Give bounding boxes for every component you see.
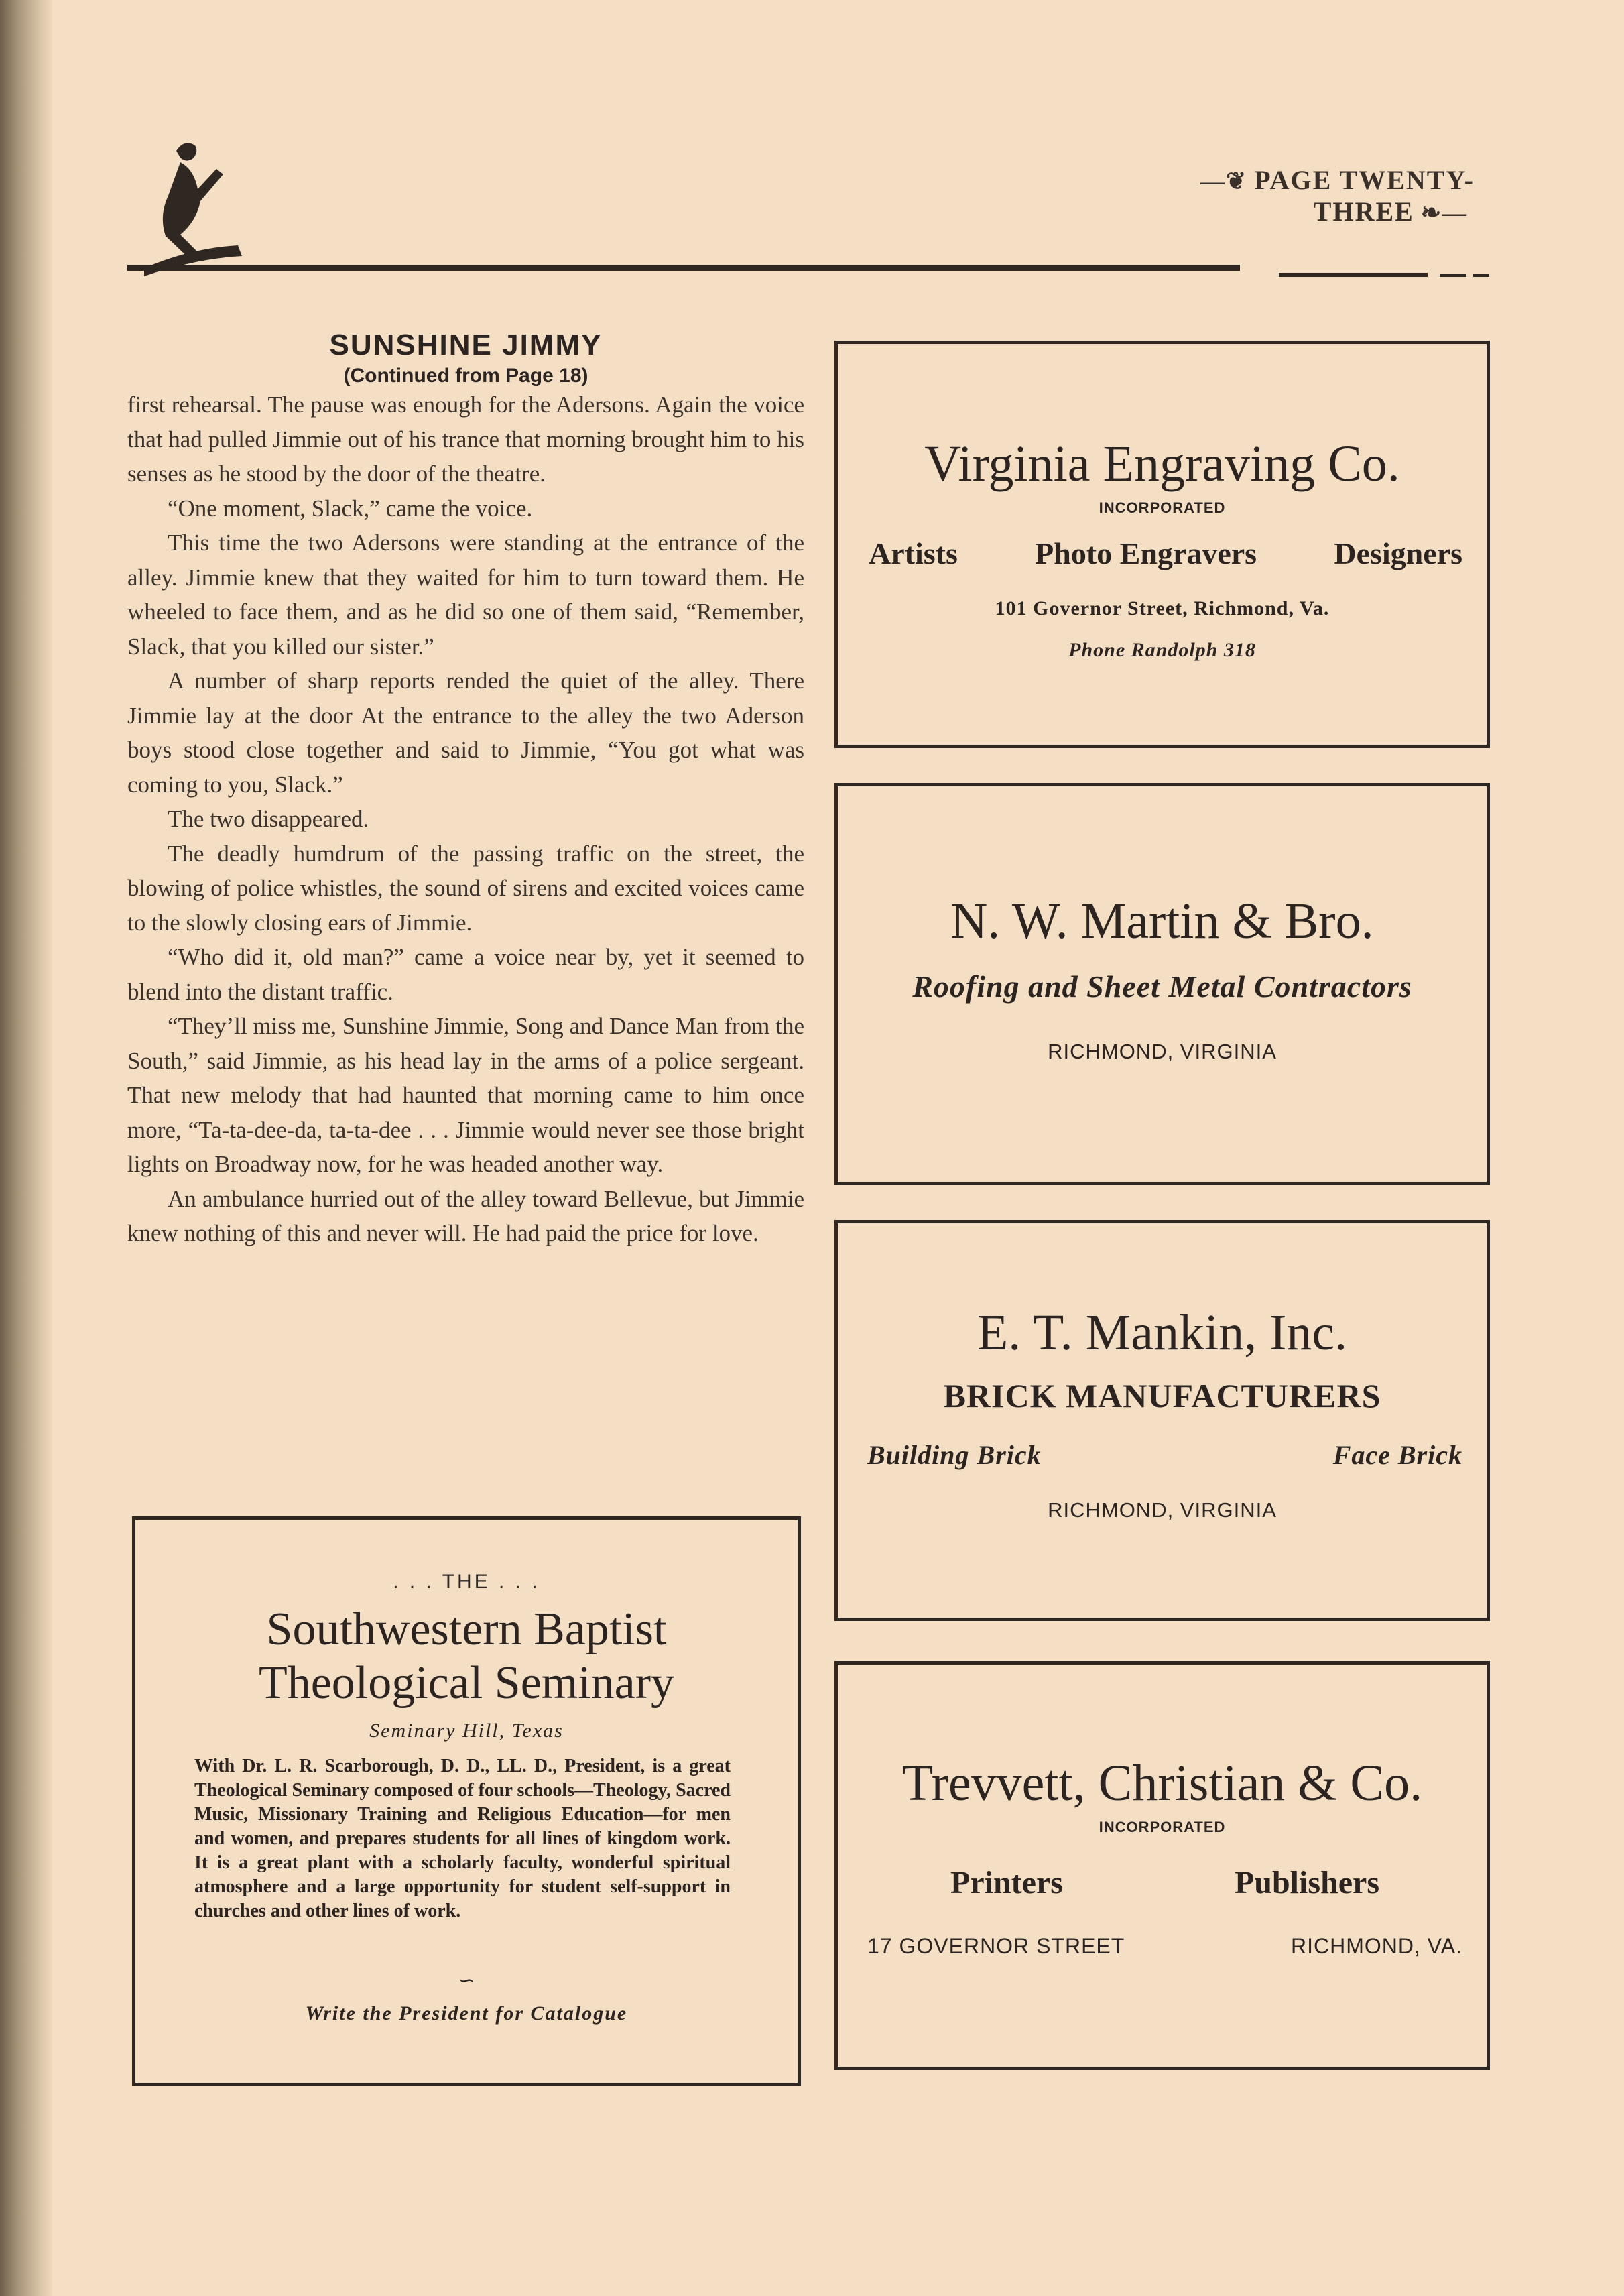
trevvett-christian-ad [834, 1661, 1490, 2070]
virginia-services [869, 536, 1462, 571]
squiggle-ornament-icon: ∽ [458, 1970, 475, 1992]
mankin-business: BRICK MANUFACTURERS [943, 1377, 1381, 1414]
martin-name: N. W. Martin & Bro. [950, 893, 1374, 949]
book-spine-shadow [0, 0, 52, 2296]
story-paragraph: “One moment, Slack,” came the voice. [168, 495, 533, 522]
story-paragraph: “They’ll miss me, Sunshine Jimmie, Song and Dance Man from the South,” said Jimmie, as his head lay in the arms of a police sergeant. That new melody that had haunted that morning came to him once more, “Ta-ta-dee-da, ta-ta-dee . . . Jimmie would never see those bright lights on Broadway now, for he was headed another way. [127, 1013, 804, 1177]
seminary-pre-title: . . . THE . . . [393, 1571, 540, 1593]
mankin-building-brick: Building Brick [867, 1440, 1042, 1470]
header-ornament-right: ❧— [1420, 199, 1468, 226]
page-label: PAGE TWENTY-THREE [1254, 165, 1475, 227]
story-body [127, 387, 804, 1251]
trevvett-printers: Printers [950, 1865, 1063, 1900]
seminary-call-to-action: Write the President for Catalogue [305, 2002, 628, 2025]
seminary-ad [132, 1516, 801, 2086]
header-rule-dash-2 [1440, 274, 1466, 277]
martin-city: RICHMOND, VIRGINIA [1048, 1040, 1277, 1063]
virginia-address: 101 Governor Street, Richmond, Va. [995, 597, 1330, 619]
page-number-header [1106, 164, 1475, 227]
mankin-products [867, 1439, 1462, 1471]
virginia-incorporated: INCORPORATED [1099, 499, 1226, 516]
trevvett-city: RICHMOND, VA. [1291, 1934, 1462, 1958]
story-paragraph: “Who did it, old man?” came a voice near by, yet it seemed to blend into the distant traffic. [127, 944, 804, 1005]
story-continued-note: (Continued from Page 18) [343, 365, 588, 387]
martin-tagline: Roofing and Sheet Metal Contractors [912, 969, 1412, 1004]
header-rule [127, 265, 1240, 271]
seminary-location: Seminary Hill, Texas [369, 1719, 564, 1742]
trevvett-address-line [867, 1934, 1462, 1959]
service-artists: Artists [869, 536, 958, 570]
story-column [127, 328, 804, 1251]
story-paragraph: An ambulance hurried out of the alley toward Bellevue, but Jimmie knew nothing of this and never will. He had paid the price for love. [127, 1185, 804, 1246]
seminary-name-line-1: Southwestern Baptist [266, 1604, 667, 1655]
service-designers: Designers [1334, 536, 1462, 570]
mankin-city: RICHMOND, VIRGINIA [1048, 1498, 1277, 1522]
story-paragraph: A number of sharp reports rended the quiet of the alley. There Jimmie lay at the door At the entrance to the alley the two Aderson boys stood close together and said to Jimmie, “You got what was coming to you, Slack.” [127, 668, 804, 798]
story-paragraph: The two disappeared. [168, 806, 369, 832]
seminary-name [135, 1603, 798, 1710]
nw-martin-ad [834, 783, 1490, 1185]
et-mankin-ad [834, 1220, 1490, 1621]
seminary-description: With Dr. L. R. Scarborough, D. D., LL. D., President, is a great Theological Seminary composed of four schools—Theology, Sacred Music, Missionary Training and Religious Education—for men and women, and prepares students for all lines of kingdom work. It is a great plant with a scholarly faculty, wonderful spiritual atmosphere and a large opportunity for student self-support in churches and other lines of work. [194, 1756, 731, 1921]
virginia-phone: Phone Randolph 318 [1068, 639, 1256, 661]
trevvett-incorporated: INCORPORATED [1099, 1819, 1226, 1835]
header-rule-dash-3 [1473, 274, 1489, 277]
trevvett-name: Trevvett, Christian & Co. [901, 1755, 1423, 1811]
virginia-engraving-ad [834, 341, 1490, 748]
mankin-face-brick: Face Brick [1332, 1440, 1462, 1470]
story-title: SUNSHINE JIMMY [329, 328, 603, 361]
header-rule-dash-1 [1279, 273, 1428, 277]
header-ornament-left: —❦ [1200, 168, 1248, 194]
runner-illustration [124, 134, 332, 278]
trevvett-publishers: Publishers [1234, 1865, 1379, 1900]
service-photo-engravers: Photo Engravers [1035, 536, 1257, 570]
virginia-engraving-name: Virginia Engraving Co. [924, 436, 1400, 492]
trevvett-street: 17 GOVERNOR STREET [867, 1934, 1125, 1958]
story-paragraph: first rehearsal. The pause was enough for the Adersons. Again the voice that had pulled Jimmie out of his trance that morning brought him to his senses as he stood by the door of the theatre. [127, 391, 804, 487]
mankin-name: E. T. Mankin, Inc. [977, 1305, 1348, 1361]
story-paragraph: This time the two Adersons were standing at the entrance of the alley. Jimmie knew that they waited for him to turn toward them. He wheeled to face them, and as he did so one of them said, “Remember, Slack, that you killed our sister.” [127, 530, 804, 660]
trevvett-services [950, 1864, 1379, 1901]
story-paragraph: The deadly humdrum of the passing traffic on the street, the blowing of police whistles, the sound of sirens and excited voices came to the slowly closing ears of Jimmie. [127, 840, 804, 936]
seminary-name-line-2: Theological Seminary [258, 1657, 675, 1709]
